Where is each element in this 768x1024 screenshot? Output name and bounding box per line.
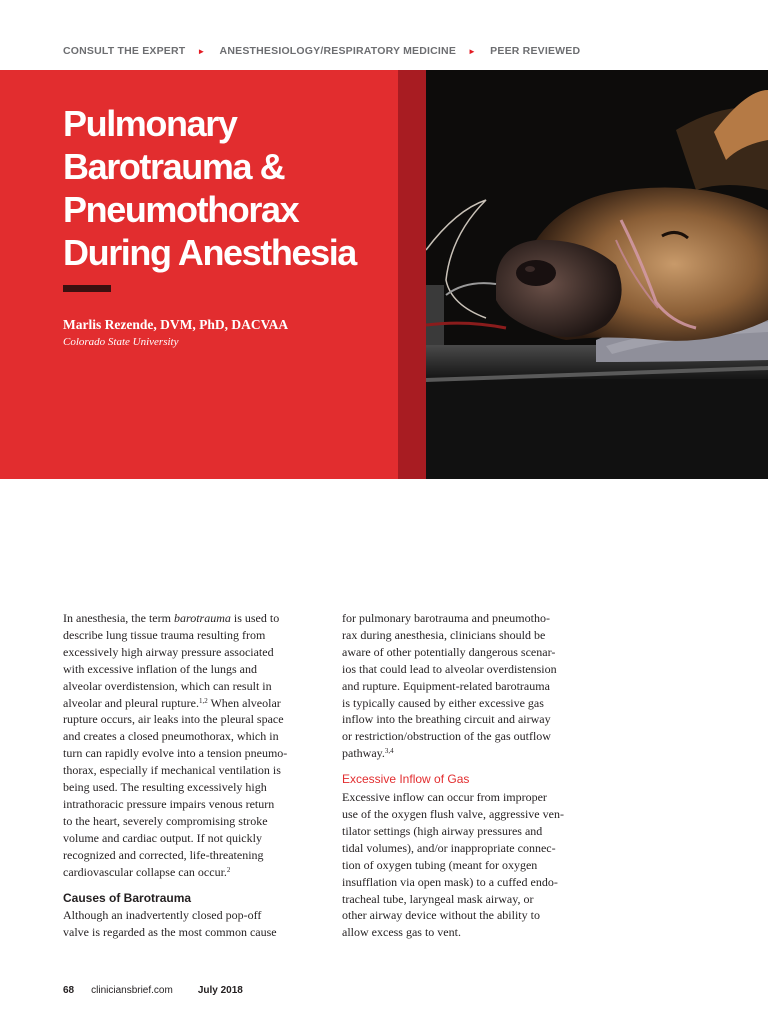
text-line: excessively high airway pressure associated xyxy=(63,644,274,659)
section-heading-excessive-inflow: Excessive Inflow of Gas xyxy=(342,772,470,787)
title-line: Barotrauma & xyxy=(63,146,285,187)
citation-superscript: 3,4 xyxy=(384,747,394,756)
text-line: other airway device without the ability to xyxy=(342,908,540,923)
title-line: Pulmonary xyxy=(63,103,237,144)
footer-site-link[interactable]: cliniciansbrief.com xyxy=(91,984,173,996)
section-breadcrumb xyxy=(63,44,580,58)
text-line: tion of oxygen tubing (meant for oxygen xyxy=(342,857,538,872)
text-line: or restriction/obstruction of the gas outflow xyxy=(342,729,551,744)
text-line: describe lung tissue trauma resulting from xyxy=(63,627,266,642)
body-column-right xyxy=(342,610,602,941)
text-line: rupture occurs, air leaks into the pleural space xyxy=(63,712,284,727)
text-line: for pulmonary barotrauma and pneumotho- xyxy=(342,611,550,625)
hero-dark-band xyxy=(398,70,426,479)
text-line: pathway.$^{3,4}$ xyxy=(342,746,394,761)
text-line: being used. The resulting excessively high xyxy=(63,780,267,795)
article-title xyxy=(63,102,393,274)
citation-superscript: 1,2 xyxy=(198,696,208,705)
text-line: inflow into the breathing circuit and airway xyxy=(342,712,551,727)
text-line: intrathoracic pressure impairs venous return xyxy=(63,796,275,811)
text-line: Excessive inflow can occur from improper xyxy=(342,790,547,805)
text-line: tilator settings (high airway pressures and xyxy=(342,823,543,838)
text-line: alveolar and pleural rupture.$^{1,2}$ When alveolar xyxy=(63,695,281,710)
text-line: is typically caused by either excessive gas xyxy=(342,695,544,710)
citation-superscript: 2 xyxy=(226,865,231,874)
body-column-left xyxy=(63,610,323,941)
page-number: 68 xyxy=(63,984,75,996)
text-line: alveolar overdistension, which can result in xyxy=(63,678,272,693)
text-line: and creates a closed pneumothorax, which in xyxy=(63,729,279,744)
issue-date: July 2018 xyxy=(197,984,243,996)
text-line: with excessive inflation of the lungs and xyxy=(63,661,257,676)
title-divider xyxy=(63,285,111,292)
text-line: volume and cardiac output. If not quickly xyxy=(63,830,262,845)
text-line: turn can rapidly evolve into a tension pneumo- xyxy=(63,746,288,761)
hero-photo-anesthetized-dog xyxy=(426,70,768,479)
text-line: rax during anesthesia, clinicians should be xyxy=(342,627,546,642)
text-line: thorax, especially if mechanical ventilation is xyxy=(63,763,281,778)
breadcrumb-arrow-icon: ► xyxy=(468,46,477,56)
text-line: Although an inadvertently closed pop-off xyxy=(63,908,262,923)
text-line: valve is regarded as the most common cause xyxy=(63,925,277,940)
text-line: allow excess gas to vent. xyxy=(342,925,461,940)
text-line: ios that could lead to alveolar overdistension xyxy=(342,661,557,676)
text-line: insufflation via open mask) to a cuffed endo- xyxy=(342,874,558,889)
text-line: In anesthesia, the term barotrauma is used to xyxy=(63,611,280,625)
title-line: Pneumothorax xyxy=(63,189,299,230)
text-line: use of the oxygen flush valve, aggressive ven- xyxy=(342,806,564,821)
text-line: cardiovascular collapse can occur.$^2$ xyxy=(63,864,231,879)
breadcrumb-arrow-icon: ► xyxy=(197,46,206,56)
author-name: Marlis Rezende, DVM, PhD, DACVAA xyxy=(63,317,289,332)
breadcrumb-peer-reviewed: PEER REVIEWED xyxy=(490,45,581,57)
section-heading-causes: Causes of Barotrauma xyxy=(63,890,192,905)
text-line: tracheal tube, laryngeal mask airway, or xyxy=(342,891,534,906)
text-line: and rupture. Equipment-related barotrauma xyxy=(342,678,550,693)
breadcrumb-specialty: ANESTHESIOLOGY/RESPIRATORY MEDICINE xyxy=(219,45,457,57)
text-line: recognized and corrected, life-threatening xyxy=(63,847,264,862)
term-barotrauma: barotrauma xyxy=(173,611,231,625)
text-line: tidal volumes), and/or inappropriate connec- xyxy=(342,840,556,855)
breadcrumb-consult: CONSULT THE EXPERT xyxy=(63,45,186,57)
author-affiliation: Colorado State University xyxy=(63,336,179,348)
text-line: to the heart, severely compromising stroke xyxy=(63,813,268,828)
page-footer xyxy=(63,983,243,997)
title-line: During Anesthesia xyxy=(63,232,356,273)
text-line: aware of other potentially dangerous scenar- xyxy=(342,644,556,659)
